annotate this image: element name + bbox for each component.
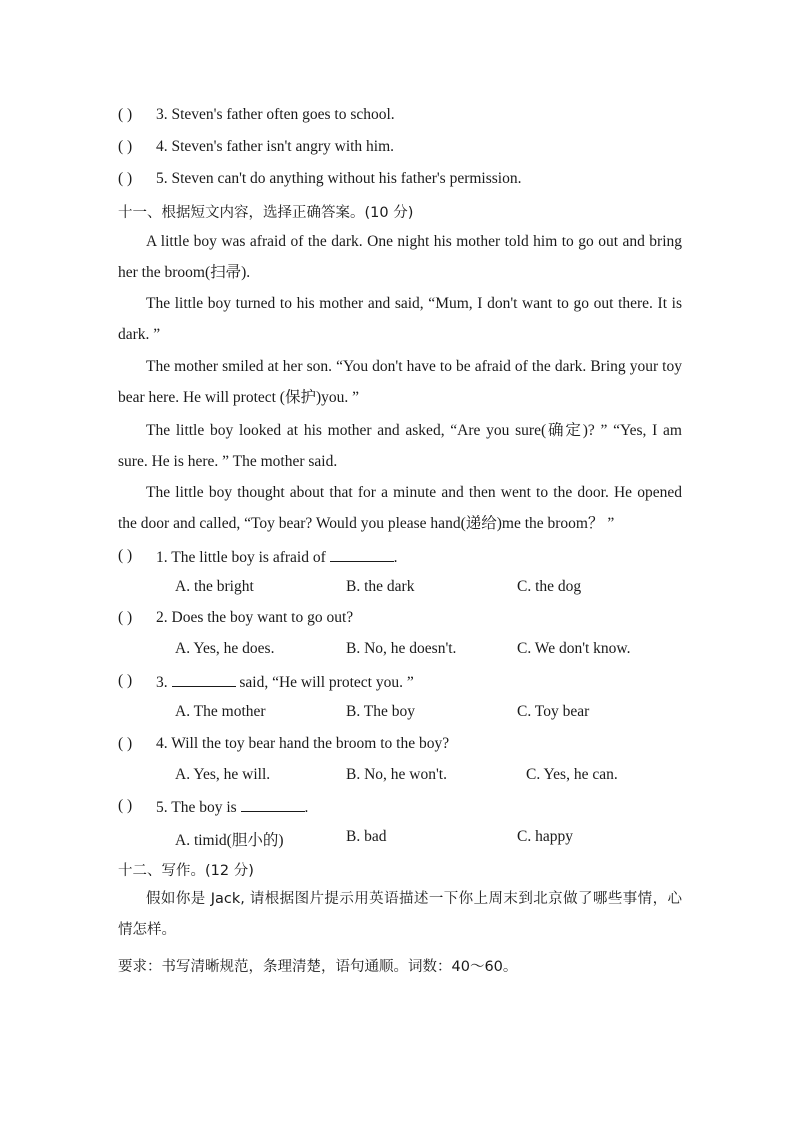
option-c: C. We don't know. [517,640,631,657]
option-a: A. Yes, he does. [175,640,275,657]
mc-question-4 [118,735,450,753]
section-12-heading: 十二、写作。(12 分) [118,863,254,879]
option-c: C. the dog [517,578,582,595]
answer-bracket: ( ) [118,170,133,187]
answer-bracket: ( ) [118,547,133,564]
option-b: B. bad [346,828,387,845]
answer-bracket: ( ) [118,672,133,689]
passage-paragraph-3: The mother smiled at her son. “You don't have to be afraid of the dark. Bring your toy bear here. He will protect (保护)you. ” [118,358,682,406]
question-text: 2. Does the boy want to go out? [156,609,354,626]
option-a: A. the bright [175,578,254,595]
tf-question-5 [118,170,522,188]
answer-bracket: ( ) [118,797,133,814]
writing-prompt: 假如你是 Jack, 请根据图片提示用英语描述一下你上周末到北京做了哪些事情，心情怎样。 [118,891,682,938]
question-text: 4. Steven's father isn't angry with him. [156,138,395,155]
writing-requirement: 要求：书写清晰规范，条理清楚，语句通顺。词数：40～60。 [118,959,518,975]
question-text: 4. Will the toy bear hand the broom to the boy? [156,735,450,752]
question-text: 3. Steven's father often goes to school. [156,106,395,123]
passage-paragraph-1: A little boy was afraid of the dark. One night his mother told him to go out and bring her the broom(扫帚). [118,233,682,281]
mc-question-5 [118,797,309,816]
passage-paragraph-4: The little boy looked at his mother and asked, “Are you sure(确定)? ” “Yes, I am sure. He is here. ” The mother said. [118,422,682,470]
answer-bracket: ( ) [118,735,133,752]
option-c: C. Toy bear [517,703,590,720]
question-text: 1. The little boy is afraid of . [156,549,398,566]
option-b: B. the dark [346,578,415,595]
option-b: B. The boy [346,703,416,720]
answer-blank[interactable] [330,547,394,562]
option-c: C. happy [517,828,573,845]
option-a: A. timid(胆小的) [175,832,284,849]
tf-question-4 [118,138,395,156]
mc-question-3 [118,672,414,691]
option-b: B. No, he won't. [346,766,447,783]
question-text: 3. said, “He will protect you. ” [156,674,414,691]
answer-blank[interactable] [172,672,236,687]
option-c: C. Yes, he can. [526,766,618,783]
answer-bracket: ( ) [118,106,133,123]
question-text: 5. Steven can't do anything without his father's permission. [156,170,522,187]
answer-bracket: ( ) [118,138,133,155]
passage-paragraph-2: The little boy turned to his mother and said, “Mum, I don't want to go out there. It is dark. ” [118,295,682,343]
option-b: B. No, he doesn't. [346,640,457,657]
tf-question-3 [118,106,395,124]
mc-question-1 [118,547,398,566]
passage-paragraph-5: The little boy thought about that for a minute and then went to the door. He opened the door and called, “Toy bear? Would you please hand(递给)me the broom？ ” [118,484,682,532]
answer-blank[interactable] [241,797,305,812]
question-text: 5. The boy is . [156,799,309,816]
mc-question-2 [118,609,354,627]
option-a: A. Yes, he will. [175,766,271,783]
answer-bracket: ( ) [118,609,133,626]
option-a: A. The mother [175,703,266,720]
section-11-heading: 十一、根据短文内容，选择正确答案。(10 分) [118,205,414,221]
